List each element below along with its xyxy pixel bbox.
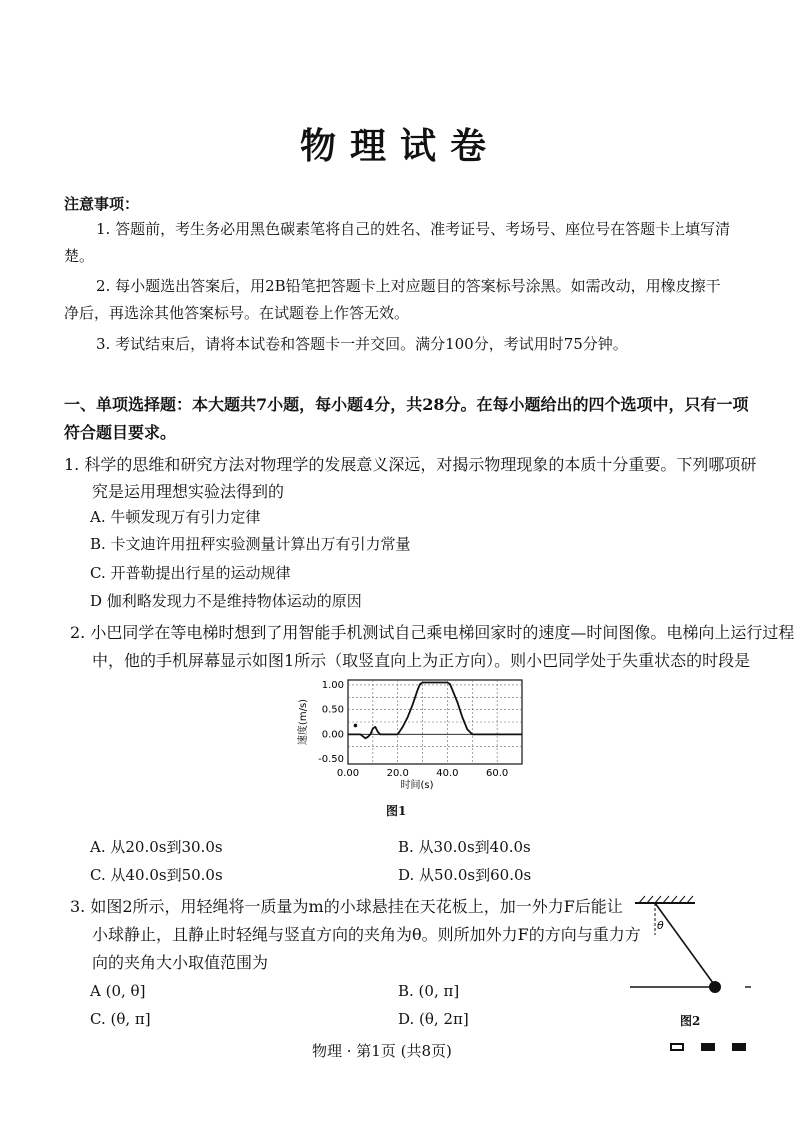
plot-frame <box>348 680 522 764</box>
y-tick-label: 0.00 <box>321 729 344 741</box>
q3-option-d: D. (θ, 2π] <box>398 1010 469 1028</box>
data-point-marker <box>354 724 358 728</box>
theta-label: θ <box>657 919 664 932</box>
figure-1-caption: 图1 <box>386 804 407 818</box>
q1-option-b: B. 卡文迪许用扭秤实验测量计算出万有引力常量 <box>90 535 411 553</box>
alignment-mark-hollow <box>670 1043 684 1051</box>
velocity-series-line <box>348 683 522 739</box>
section-1-header-line-2: 符合题目要求。 <box>64 423 177 442</box>
page-footer: 物理 · 第1页 (共8页) <box>312 1042 452 1060</box>
alignment-mark <box>732 1043 746 1051</box>
alignment-marks <box>670 1036 758 1055</box>
x-tick-label: 0.00 <box>336 768 360 779</box>
string-line <box>655 903 713 983</box>
q3-option-a: A (0, θ] <box>90 982 146 1000</box>
ball <box>709 981 721 993</box>
section-1-header-line-1: 一、单项选择题：本大题共7小题，每小题4分，共28分。在每小题给出的四个选项中，只有一项 <box>64 395 749 414</box>
q1-option-c: C. 开普勒提出行星的运动规律 <box>90 564 291 582</box>
page-title: 物理试卷 <box>299 125 500 167</box>
q2-option-c: C. 从40.0s到50.0s <box>90 866 223 884</box>
x-tick-label: 60.0 <box>486 768 509 779</box>
notes-item-2-line-1: 2. 每小题选出答案后，用2B铅笔把答题卡上对应题目的答案标号涂黑。如需改动，用橡皮擦干 <box>96 277 721 295</box>
q1-stem-line-1: 1. 科学的思维和研究方法对物理学的发展意义深远，对揭示物理现象的本质十分重要。下列哪项研 <box>64 455 757 474</box>
q2-stem-line-2: 中，他的手机屏幕显示如图1所示（取竖直向上为正方向）。则小巴同学处于失重状态的时段是 <box>92 651 751 670</box>
y-tick-label: 0.50 <box>321 704 344 716</box>
y-axis-label: 速度(m/s) <box>298 698 309 746</box>
q1-option-a: A. 牛顿发现万有引力定律 <box>90 508 261 526</box>
y-tick-label: -0.50 <box>318 754 344 766</box>
notes-item-1-line-2: 楚。 <box>64 247 95 265</box>
q1-stem-line-2: 究是运用理想实验法得到的 <box>92 482 285 501</box>
x-tick-label: 40.0 <box>436 768 459 779</box>
q3-stem-line-2: 小球静止，且静止时轻绳与竖直方向的夹角为θ。则所加外力F的方向与重力方 <box>92 925 641 944</box>
ceiling-hatching <box>639 896 693 903</box>
x-tick-label: 20.0 <box>386 768 409 779</box>
y-tick-label: 1.00 <box>321 679 344 691</box>
q3-stem-line-3: 向的夹角大小取值范围为 <box>92 953 269 972</box>
q2-option-a: A. 从20.0s到30.0s <box>90 838 223 856</box>
figure-2-caption: 图2 <box>680 1014 701 1028</box>
q2-option-d: D. 从50.0s到60.0s <box>398 866 532 884</box>
q3-option-b: B. (0, π] <box>398 982 460 1000</box>
q3-stem-line-1: 3. 如图2所示，用轻绳将一质量为m的小球悬挂在天花板上，加一外力F后能让 <box>70 897 623 916</box>
notes-heading: 注意事项： <box>64 195 140 213</box>
notes-item-1-line-1: 1. 答题前，考生务必用黑色碳素笔将自己的姓名、准考证号、考场号、座位号在答题卡上填写清 <box>96 220 731 238</box>
q1-option-d: D 伽利略发现力不是维持物体运动的原因 <box>90 592 362 610</box>
q3-option-c: C. (θ, π] <box>90 1010 151 1028</box>
notes-item-3: 3. 考试结束后，请将本试卷和答题卡一并交回。满分100分，考试用时75分钟。 <box>96 335 628 353</box>
x-axis-label: 时间(s) <box>400 780 434 791</box>
notes-item-2-line-2: 净后，再选涂其他答案标号。在试题卷上作答无效。 <box>64 304 410 322</box>
q2-option-b: B. 从30.0s到40.0s <box>398 838 531 856</box>
figure-2-diagram <box>625 895 765 1005</box>
alignment-mark <box>701 1043 715 1051</box>
q2-stem-line-1: 2. 小巴同学在等电梯时想到了用智能手机测试自己乘电梯回家时的速度—时间图像。电梯向上运行过程 <box>70 623 795 642</box>
